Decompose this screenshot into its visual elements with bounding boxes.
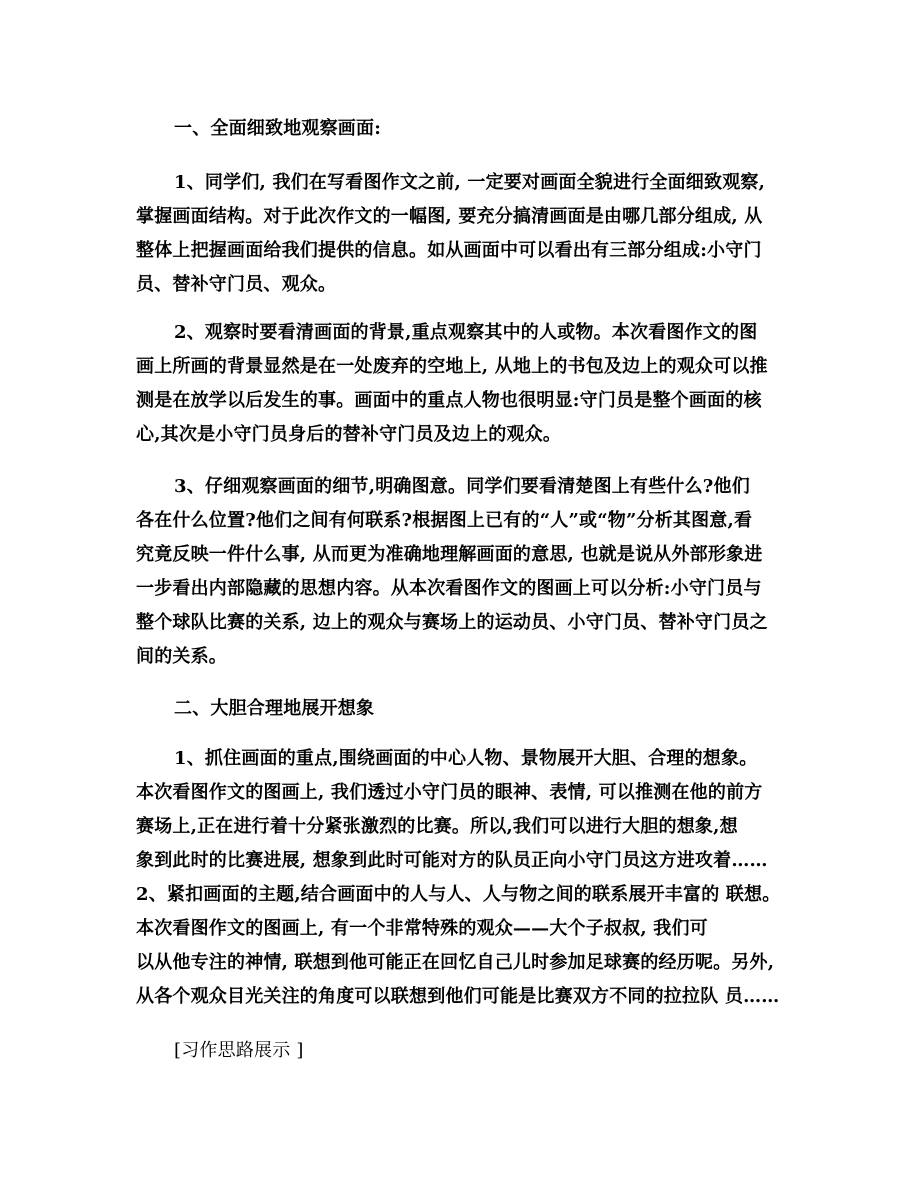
paragraph-line: 2、紧扣画面的主题,结合画面中的人与人、人与物之间的联系展开丰富的 联想。 — [136, 884, 781, 905]
section-2-heading: 二、大胆合理地展开想象 — [174, 698, 375, 719]
paragraph-line: 从各个观众目光关注的角度可以联想到他们可能是比赛双方不同的拉拉队 员…… — [136, 986, 780, 1007]
paragraph-line: 心,其次是小守门员身后的替补守门员及边上的观众。 — [136, 424, 562, 445]
paragraph-line: 本次看图作文的图画上, 我们透过小守门员的眼神、表情, 可以推测在他的前方 — [136, 782, 763, 803]
paragraph-line: 3、仔细观察画面的细节,明确图意。同学们要看清楚图上有些什么?他们 — [174, 476, 750, 497]
paragraph-line: 象到此时的比赛进展, 想象到此时可能对方的队员正向小守门员这方进攻着…… — [136, 850, 768, 871]
paragraph-line: 掌握画面结构。对于此次作文的一幅图, 要充分搞清画面是由哪几部分组成, 从 — [136, 206, 763, 227]
section-1-heading: 一、全面细致地观察画面: — [174, 118, 382, 139]
paragraph-line: 员、替补守门员、观众。 — [136, 274, 337, 295]
paragraph-line: 2、观察时要看清画面的背景,重点观察其中的人或物。本次看图作文的图 — [174, 322, 758, 343]
paragraph-line: 1、抓住画面的重点,围绕画面的中心人物、景物展开大胆、合理的想象。 — [174, 748, 758, 769]
paragraph-line: 间的关系。 — [136, 646, 227, 667]
paragraph-line: 画上所画的背景显然是在一处废弃的空地上, 从地上的书包及边上的观众可以推 — [136, 356, 768, 377]
paragraph-line: 以从他专注的神情, 联想到他可能正在回忆自己儿时参加足球赛的经历呢。另外, — [136, 952, 775, 973]
section-label: [习作思路展示 ] — [174, 1040, 304, 1061]
paragraph-line: 各在什么位置?他们之间有何联系?根据图上已有的“人”或“物”分析其图意,看 — [136, 510, 753, 531]
paragraph-line: 测是在放学以后发生的事。画面中的重点人物也很明显:守门员是整个画面的核 — [136, 390, 762, 411]
paragraph-line: 一步看出内部隐藏的思想内容。从本次看图作文的图画上可以分析:小守门员与 — [136, 578, 762, 599]
paragraph-line: 整个球队比赛的关系, 边上的观众与赛场上的运动员、小守门员、替补守门员之 — [136, 612, 768, 633]
paragraph-line: 赛场上,正在进行着十分紧张激烈的比赛。所以,我们可以进行大胆的想象,想 — [136, 816, 738, 837]
paragraph-line: 整体上把握画面给我们提供的信息。如从画面中可以看出有三部分组成:小守门 — [136, 240, 762, 261]
paragraph-line: 本次看图作文的图画上, 有一个非常特殊的观众——大个子叔叔, 我们可 — [136, 918, 708, 939]
paragraph-line: 1、同学们, 我们在写看图作文之前, 一定要对画面全貌进行全面细致观察, — [174, 172, 766, 193]
paragraph-line: 究竟反映一件什么事, 从而更为准确地理解画面的意思, 也就是说从外部形象进 — [136, 544, 763, 565]
